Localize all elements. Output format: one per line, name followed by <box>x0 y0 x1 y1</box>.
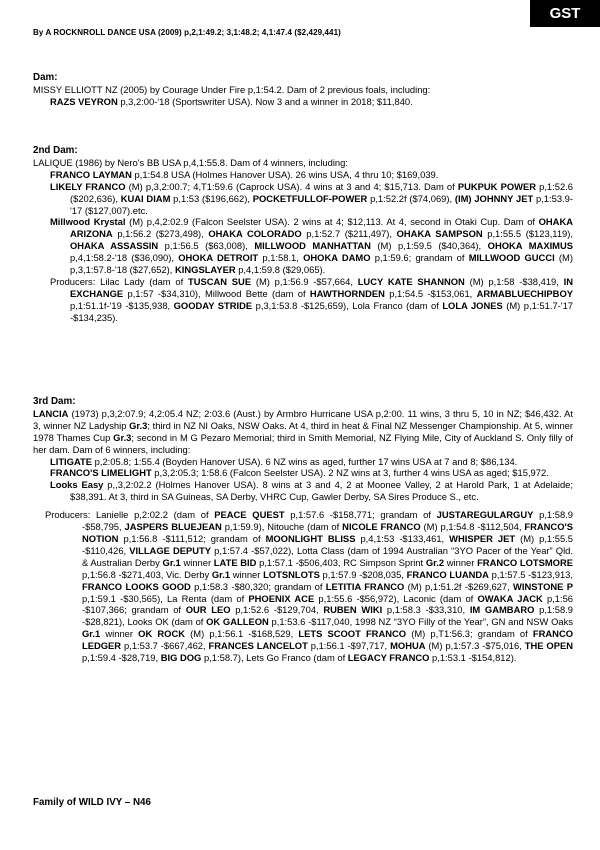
horse-name: WINSTONE P <box>513 580 573 592</box>
producers-text: Producers: Lanielle p,2:02.2 (dam of <box>45 509 215 521</box>
horse-detail: winner <box>444 556 478 568</box>
horse-name: FRANCO LEDGER <box>82 628 574 652</box>
horse-detail: p,1:58.9 -$28,821), Looks OK (dam of <box>82 604 573 628</box>
horse-name: FRANCO'S NOTION <box>82 521 573 544</box>
horse-name: LATE BID <box>213 556 257 568</box>
horse-name: Looks Easy <box>50 479 104 491</box>
horse-name: POCKETFULLOF-POWER <box>252 192 368 204</box>
horse-name: OK GALLEON <box>206 616 269 628</box>
second-dam-intro: LALIQUE (1986) by Nero's BB USA p,4,1:55.8. Dam of 4 winners, including: <box>33 156 348 168</box>
horse-name: BIG DOG <box>160 652 202 664</box>
horse-name: FRANCO LOTSMORE <box>477 556 573 568</box>
horse-detail: (M) p,1:59.5 ($40,364), <box>370 240 488 252</box>
horse-name: NICOLE FRANCO <box>342 521 421 533</box>
horse-detail: (M) p,1:51.2f -$269,627, <box>404 580 514 592</box>
horse-detail: p,1:56.8 -$271,403, Vic. Derby <box>82 568 212 580</box>
horse-name: THE OPEN <box>524 640 573 652</box>
horse-detail: p,1:56.2 ($273,498), <box>112 228 209 240</box>
horse-name: WHISPER JET <box>449 532 516 544</box>
horse-detail: p,1:52.6 ($202,636), <box>70 180 573 204</box>
dam-intro: MISSY ELLIOTT NZ (2005) by Courage Under Fire p,1:54.2. Dam of 2 previous foals, including: <box>33 83 431 95</box>
horse-name: OHAKA ARIZONA <box>70 216 573 240</box>
horse-detail: (M) p,T1:56.3; grandam of <box>406 628 533 640</box>
horse-detail: (M) p,1:54.8 -$112,504, <box>420 521 525 533</box>
horse-detail: p,1:58.1, <box>258 252 304 264</box>
horse-name: LETITIA FRANCO <box>325 580 405 592</box>
horse-detail: p,4,1:59.8 ($29,065). <box>235 264 326 276</box>
horse-detail: (M) p,1:57.3 -$75,016, <box>425 640 525 652</box>
horse-detail: (M) p,1:56.1 -$168,529, <box>185 628 299 640</box>
horse-detail: (M) p,4,2:02.9 (Falcon Seelster USA). 2 wins at 4; $12,113. At 4, second in Otaki Cup. Dam of <box>125 216 539 228</box>
horse-name: FRANCO LAYMAN <box>50 168 132 180</box>
horse-detail: p,1:56.1 -$97,717, <box>307 640 391 652</box>
horse-name: IN EXCHANGE <box>70 275 573 299</box>
horse-detail: p,1:57.9 -$208,035, <box>319 568 407 580</box>
entry-litigate <box>33 456 573 468</box>
horse-detail: p,1:59.6; grandam of <box>370 252 469 264</box>
race-grade: Gr.1 <box>82 628 101 640</box>
horse-name: OHOKA MAXIMUS <box>487 240 574 252</box>
horse-detail: p,1:59.4 -$28,719, <box>82 652 161 664</box>
race-grade: Gr.3 <box>129 419 148 431</box>
entry-likely-franco <box>33 181 573 217</box>
horse-name: LOLA JONES <box>442 299 503 311</box>
dam-heading: Dam: <box>33 72 58 83</box>
horse-detail: p,1:55.6 -$56,972), Laconic (dam of <box>314 592 478 604</box>
horse-name: KUAI DIAM <box>120 192 171 204</box>
entry-lancia <box>33 408 573 456</box>
horse-name: MOHUA <box>390 640 426 652</box>
horse-name: LEGACY FRANCO <box>347 652 430 664</box>
entry-francos-limelight <box>33 467 573 479</box>
horse-detail: (M) p,1:55.5 -$110,426, <box>82 532 573 556</box>
horse-detail: p,1:58.3 -$80,320; grandam of <box>190 580 326 592</box>
horse-detail: p,4,1:58.2-'18 ($36,090), <box>70 252 179 264</box>
horse-detail: p,1:58.7), Lets Go Franco (dam of <box>201 652 348 664</box>
entry-millwood-krystal <box>33 216 573 276</box>
second-dam-heading: 2nd Dam: <box>33 145 78 156</box>
horse-name: OHAKA COLORADO <box>208 228 302 240</box>
horse-name: Millwood Krystal <box>50 216 126 228</box>
horse-detail: p,1:52.7 ($211,497), <box>301 228 397 240</box>
horse-detail: p,1:57.6 -$158,771; grandam of <box>284 509 437 521</box>
family-footer: Family of WILD IVY – N46 <box>33 797 151 808</box>
horse-detail: winner <box>180 556 214 568</box>
entry-looks-easy <box>33 479 573 503</box>
race-grade: Gr.2 <box>425 556 445 568</box>
entry-franco-layman <box>33 169 573 181</box>
horse-detail: (M) p,3,2:00.7; 4,T1:59.6 (Caprock USA). 4 wins at 3 and 4; $15,713. Dam of <box>125 180 458 192</box>
horse-name: LOTSNLOTS <box>263 568 320 580</box>
third-dam-producers <box>33 509 573 664</box>
horse-detail: p,1:55.5 ($123,119), <box>482 228 573 240</box>
horse-name: ARMABLUECHIPBOY <box>476 287 573 299</box>
horse-name: JASPERS BLUEJEAN <box>124 521 222 533</box>
horse-detail: winner <box>230 568 264 580</box>
horse-name: MILLWOOD GUCCI <box>468 252 555 264</box>
sire-line: By A ROCKNROLL DANCE USA (2009) p,2,1:49.2; 3,1:48.2; 4,1:47.4 ($2,429,441) <box>33 28 341 37</box>
dam-foal <box>33 96 573 108</box>
horse-name: PUKPUK POWER <box>457 180 536 192</box>
horse-detail: p,1:54.8 USA (Holmes Hanover USA). 26 wins USA, 4 thru 10; $169,039. <box>131 168 439 180</box>
horse-detail: p,4,1:53 -$133,461, <box>355 532 450 544</box>
horse-detail: (M) p,1:51.7-'17 -$134,235). <box>70 299 574 323</box>
horse-detail: ; second in M G Pezaro Memorial; third in Smith Memorial, NZ Flying Mile, City of Auckland S. Only filly of her dam. Dam of 6 winners, including: <box>33 431 573 455</box>
horse-name: JUSTAREGULARGUY <box>436 509 534 521</box>
horse-detail: p,1:53 ($196,662), <box>170 192 253 204</box>
horse-name: MILLWOOD MANHATTAN <box>254 240 371 252</box>
horse-name: LANCIA <box>33 407 69 419</box>
horse-name: GOODAY STRIDE <box>173 299 253 311</box>
horse-detail: p,3,2:05.3; 1:58.6 (Falcon Seelster USA). 2 NZ wins at 3, further 4 wins USA as aged; $15,972. <box>151 467 549 479</box>
producers-text: Producers: Lilac Lady (dam of <box>50 275 188 287</box>
horse-name: TUSCAN SUE <box>187 275 252 287</box>
horse-detail: p,1:58.3 -$33,310, <box>382 604 470 616</box>
horse-name: FRANCO'S LIMELIGHT <box>50 467 152 479</box>
horse-name: OUR LEO <box>185 604 231 616</box>
horse-detail: p,1:54.5 -$153,061, <box>384 287 477 299</box>
horse-name: OHAKA ASSASSIN <box>70 240 159 252</box>
horse-name: RAZS VEYRON <box>50 95 118 107</box>
horse-name: LIKELY FRANCO <box>50 180 126 192</box>
horse-name: LUCY KATE SHANNON <box>357 275 465 287</box>
page-code-badge: GST <box>530 0 600 27</box>
horse-name: FRANCES LANCELOT <box>208 640 308 652</box>
horse-name: FRANCO LUANDA <box>406 568 489 580</box>
horse-name: KINGSLAYER <box>175 264 236 276</box>
horse-detail: p,1:52.6 -$129,704, <box>230 604 324 616</box>
horse-name: OHOKA DAMO <box>303 252 371 264</box>
horse-detail: p,,3,2:02.2 (Holmes Hanover USA). 8 wins at 3 and 4, 2 at Moonee Valley, 2 at Harold Park, 1 at Adelaide; $38,391. At 3, third in SA Guineas, SA Derby, VHRC Cup, Gawler Derby, SA Sires Produce S., etc. <box>70 479 574 503</box>
horse-detail: p,1:53.7 -$667,462, <box>121 640 209 652</box>
horse-detail: p,1:56.8 -$111,512; grandam of <box>118 532 266 544</box>
horse-name: OHAKA SAMPSON <box>396 228 483 240</box>
horse-name: MOONLIGHT BLISS <box>265 532 356 544</box>
horse-detail: p,3,1:53.8 -$125,659), Lola Franco (dam of <box>252 299 443 311</box>
horse-detail: p,1:59.9), Nitouche (dam of <box>221 521 343 533</box>
third-dam-section <box>33 396 573 664</box>
race-grade: Gr.1 <box>162 556 181 568</box>
horse-name: FRANCO LOOKS GOOD <box>82 580 191 592</box>
horse-name: HAWTHORNDEN <box>309 287 385 299</box>
horse-detail: p,1:52.2f ($74,069), <box>367 192 455 204</box>
horse-detail: (1973) p,3,2:07.9; 4,2:05.4 NZ; 2:03.6 (Aust.) by Armbro Hurricane USA p,2:00. 11 wins, 3 thru 5, 10 in NZ; $46,432. At 3, winner NZ Ladyship <box>33 407 573 431</box>
horse-detail: p,1:51.1f-'19 -$135,938, <box>70 299 174 311</box>
horse-name: OK ROCK <box>138 628 185 640</box>
horse-detail: p,1:57 -$34,310), Millwood Bette (dam of <box>123 287 310 299</box>
horse-detail: p,1:59.1 -$30,565), La Renta (dam of <box>82 592 249 604</box>
horse-detail: (M) p,1:56.9 -$57,664, <box>251 275 358 287</box>
horse-detail: p,1:57.1 -$506,403, RC Simpson Sprint <box>256 556 426 568</box>
horse-detail: p,1:53.9-'17 ($127,007).etc. <box>70 192 573 216</box>
horse-name: (IM) JOHNNY JET <box>454 192 534 204</box>
third-dam-heading: 3rd Dam: <box>33 396 76 407</box>
dam-section <box>33 72 573 108</box>
horse-name: OWAKA JACK <box>477 592 543 604</box>
horse-name: VILLAGE DEPUTY <box>129 544 212 556</box>
horse-detail: ; third in NZ NI Oaks, NSW Oaks. At 4, third in heat & Final NZ Messenger Championship. At 5, winner 1978 Thames Cup <box>33 419 573 443</box>
horse-name: OHOKA DETROIT <box>178 252 259 264</box>
horse-detail: p,1:57.4 -$57,022), Lotta Class (dam of 1994 Australian “3YO Pacer of the Year” Qld. & Australian Derby <box>82 544 573 568</box>
second-dam-section <box>33 145 573 324</box>
horse-detail: (M) p,3,1:57.8-'18 ($27,652), <box>70 252 573 276</box>
horse-name: LETS SCOOT FRANCO <box>298 628 407 640</box>
horse-detail: p,1:53.1 -$154,812). <box>429 652 517 664</box>
second-dam-producers <box>33 276 573 324</box>
horse-name: PHOENIX ACE <box>248 592 315 604</box>
horse-detail: p,2:05.8; 1:55.4 (Boyden Hanover USA). 6 NZ wins as aged, further 17 wins USA at 7 and 8; $86,134. <box>92 455 518 467</box>
horse-name: IM GAMBARO <box>469 604 535 616</box>
race-grade: Gr.1 <box>211 568 231 580</box>
horse-detail: (M) p,1:58 -$38,419, <box>464 275 564 287</box>
horse-detail: p,1:56 -$107,366; grandam of <box>82 592 574 616</box>
horse-detail: p,3,2:00-'18 (Sportswriter USA). Now 3 and a winner in 2018; $11,840. <box>117 95 413 107</box>
horse-detail: p,1:57.5 -$123,913, <box>488 568 574 580</box>
horse-detail: p,1:58.9 -$58,795, <box>82 509 573 533</box>
horse-detail: p,1:53.6 -$117,040, 1998 NZ “3YO Filly of the Year”, GN and NSW Oaks <box>268 616 573 628</box>
horse-name: RUBEN WIKI <box>323 604 383 616</box>
horse-name: LITIGATE <box>50 455 93 467</box>
race-grade: Gr.3 <box>113 431 132 443</box>
horse-detail: p,1:56.5 ($63,008), <box>158 240 255 252</box>
horse-name: PEACE QUEST <box>214 509 285 521</box>
horse-detail: winner <box>100 628 139 640</box>
